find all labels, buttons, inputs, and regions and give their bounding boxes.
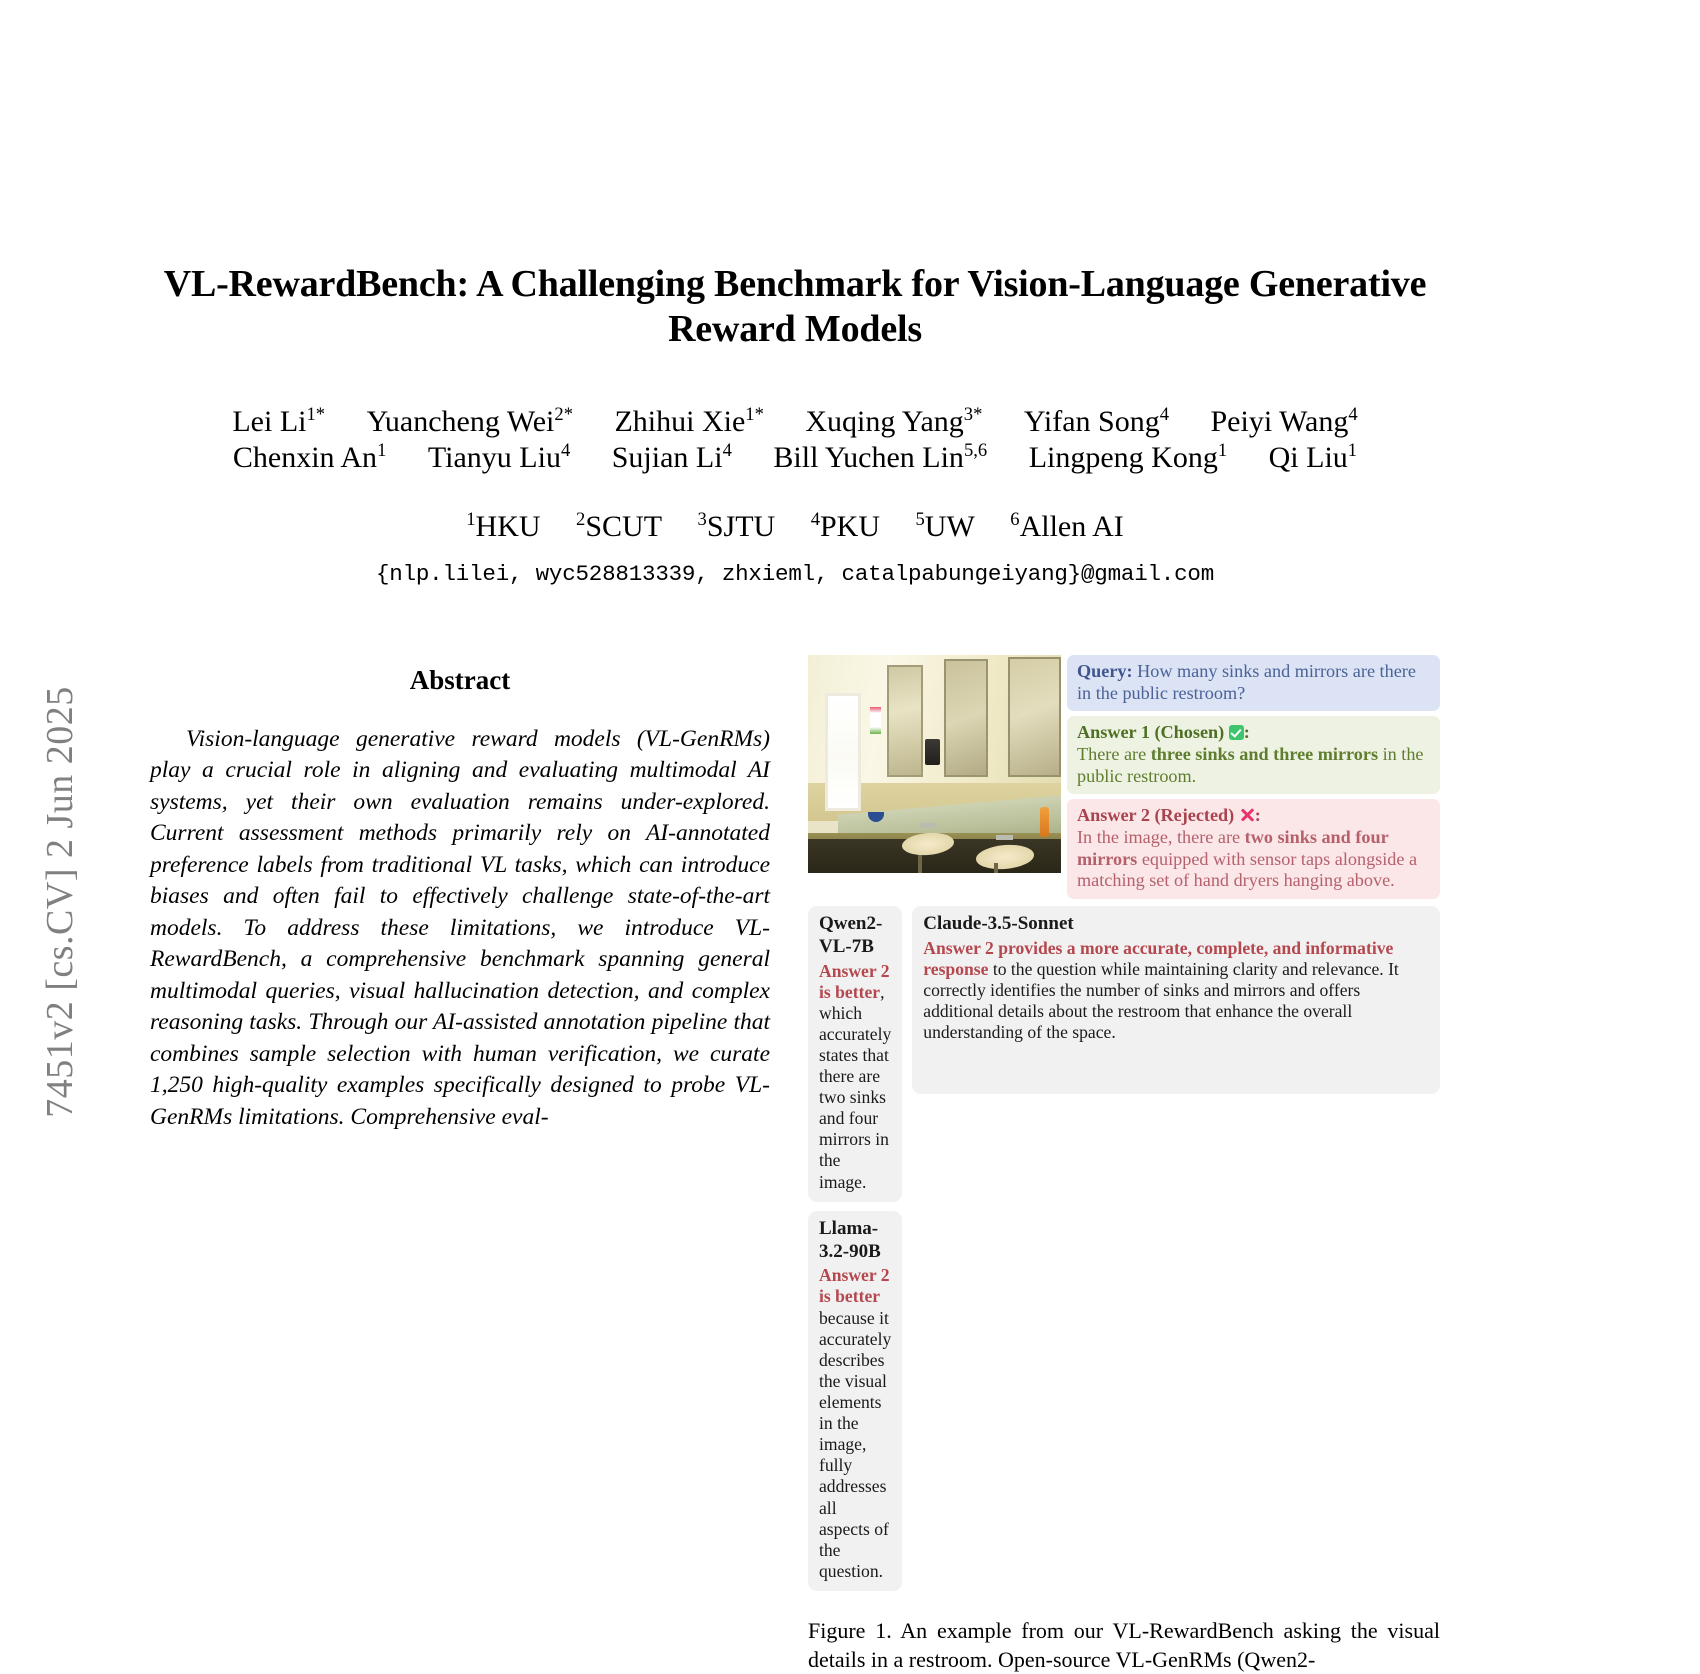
author: Sujian Li$^4$ [611,440,732,475]
judge-card-qwen [808,906,902,1202]
affiliation: $^4$PKU [810,508,880,543]
answer-1-bubble: Answer 1 (Chosen) : There are three sinks and three mirrors in the public restroom. [1067,716,1440,794]
author: Bill Yuchen Lin$^{5,6}$ [773,440,988,475]
soap-bottle [1040,807,1049,837]
affiliation: $^5$UW [915,508,975,543]
page-title: VL-RewardBench: A Challenging Benchmark for Vision-Language Generative Reward Models [163,263,1427,350]
affiliation: $^2$SCUT [576,508,663,543]
author-affiliation-marker: 4 [1159,403,1169,425]
author-affiliation-marker: 1* [745,403,764,425]
author-list [150,404,1440,477]
abstract-text: Vision-language generative reward models (VL-GenRMs) play a crucial role in aligning and evaluating multimodal AI systems, yet their own evaluation remains under-explored. Current assessment methods primarily rely on AI-annotated preference labels from traditional VL tasks, which can introduce biases and often fail to effectively challenge state-of-the-art models. To address these limitations, we introduce VL-RewardBench, a comprehensive benchmark spanning general multimodal queries, visual hallucination detection, and complex reasoning tasks. Through our AI-assisted annotation pipeline that combines sample selection with human verification, we curate 1,250 high-quality examples specifically designed to probe VL-GenRMs limitations. Comprehensive eval- [150,726,770,1130]
mirror [944,659,988,777]
wall-sign [870,707,881,734]
author: Tianyu Liu$^4$ [427,440,571,475]
author-affiliation-marker: 5,6 [963,440,988,462]
author-affiliation-marker: 4 [722,440,732,462]
x-mark-icon [1239,807,1255,823]
judge-reason: because it accurately describes the visual elements in the image, fully addresses all aspects of the question. [819,1307,892,1581]
answer-1-highlight: three sinks and three mirrors [1150,743,1379,764]
author-affiliation-marker: 4 [1348,403,1358,425]
answer-2-highlight: two sinks and four mirrors [1077,826,1389,869]
judge-reason: to the question while maintaining clarity and relevance. It correctly identifies the number of sinks and mirrors and offers additional details about the restroom that enhance the overall understanding of the space. [923,958,1399,1043]
judge-verdict: Answer 2 is better [819,1265,890,1307]
pipe [994,863,998,873]
paper-page [150,0,1440,1672]
arxiv-stamp: 7451v2 [cs.CV] 2 Jun 2025 [39,686,81,1118]
judge-card-llama [808,1211,902,1591]
answer-1-text-after: in the public restroom. [1077,743,1424,786]
open-source-judges [808,906,902,1591]
answer-2-text-before: In the image, there are [1077,826,1245,847]
soap-dispenser [925,739,940,765]
judge-verdict: Answer 2 is better [819,960,890,1002]
query-label: Query: [1077,661,1133,681]
query-text: How many sinks and mirrors are there in the public restroom? [1077,661,1416,703]
answer-2-label: Answer 2 (Rejected) [1077,805,1235,826]
restroom-photo [808,655,1061,873]
judge-verdict: Answer 2 provides a more accurate, complete, and informative response [923,937,1394,979]
mirror [887,665,923,777]
abstract-column [150,655,770,1674]
author-affiliation-marker: 4 [560,440,571,462]
judge-reason: , which accurately states that there are two sinks and four mirrors in the image. [819,981,892,1192]
answer-2-bubble: Answer 2 (Rejected) : In the image, there are two sinks and four mirrors equipped with sensor taps alongside a matching set of hand dryers hanging above. [1067,799,1440,899]
pipe [918,855,922,873]
affiliation-list [150,510,1440,544]
window-icon [825,693,861,811]
author-affiliation-marker: 1* [306,403,326,425]
author: Xuqing Yang$^{3*}$ [805,403,983,438]
figure-column [808,655,1440,1674]
figure-top-row [808,655,1440,899]
author: Yuancheng Wei$^{2*}$ [366,403,573,438]
abstract-heading: Abstract [409,665,511,695]
body-columns [150,655,1440,1674]
author: Qi Liu$^1$ [1268,440,1358,475]
author-affiliation-marker: 3* [963,403,983,425]
affiliation: $^6$Allen AI [1010,508,1124,543]
affiliation: $^3$SJTU [697,508,776,543]
judge-panels [808,906,1440,1591]
judge-model-name: Llama-3.2-90B [819,1217,881,1262]
answer-1-label: Answer 1 (Chosen) [1077,722,1225,743]
figure-caption-label: Figure 1. [808,1617,892,1643]
author-affiliation-marker: 2* [554,403,573,425]
author-row-2 [150,440,1440,477]
author: Lei $Li^{1*}$ [232,403,326,438]
judge-model-name: Claude-3.5-Sonnet [923,912,1074,934]
author: Zhihui Xie$^{1*}$ [614,403,764,438]
author-row-1 [150,404,1440,441]
figure-1 [808,655,1440,1674]
author-affiliation-marker: 1 [1347,440,1358,462]
author: Lingpeng Kong$^1$ [1028,440,1228,475]
judge-model-name: Qwen2-VL-7B [819,912,883,957]
figure-caption-text: An example from our VL-RewardBench asking the visual details in a restroom. Open-source VL-GenRMs (Qwen2- [808,1617,1440,1672]
answer-2-text-after: equipped with sensor taps alongside a matching set of hand dryers hanging above. [1077,848,1418,891]
affiliation: $^1$HKU [466,508,541,543]
author: Yifan Song$^4$ [1023,403,1169,438]
figure-caption [808,1617,1440,1674]
check-mark-icon [1229,725,1244,740]
author: Peiyi Wang$^4$ [1210,403,1358,438]
author: Chenxin An$^1$ [232,440,387,475]
mirror [1008,657,1061,777]
author-affiliation-marker: 1 [377,440,387,462]
query-bubble [1067,655,1440,711]
qa-stack [1067,655,1440,899]
judge-card-claude [912,906,1440,1094]
faucet [920,823,936,828]
answer-1-text-before: There are [1077,743,1151,764]
author-affiliation-marker: 1 [1217,440,1228,462]
faucet [996,835,1013,840]
contact-emails: {nlp.lilei, wyc528813339, zhxieml, catalpabungeiyang}@gmail.com [375,560,1215,587]
proprietary-judges [912,906,1440,1094]
